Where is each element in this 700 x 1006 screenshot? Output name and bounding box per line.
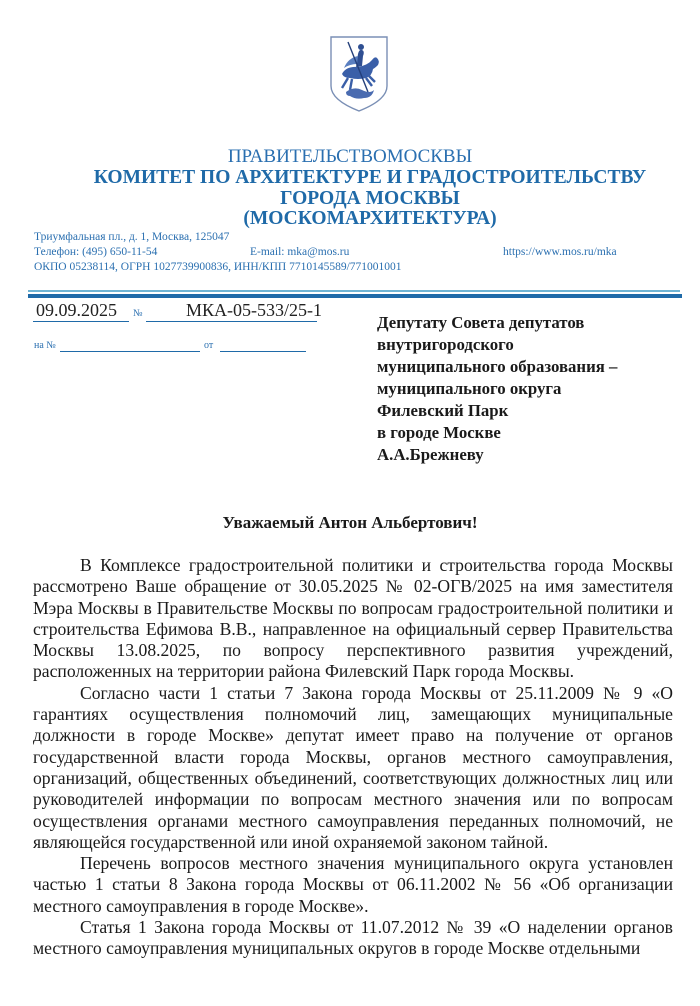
body-paragraph: Перечень вопросов местного значения муниципального округа установлен частью 1 статьи 8 Закона города Москвы от 06.11.2002 № 56 «Об организации местного самоуправления в городе Москве». bbox=[33, 853, 673, 916]
addressee-line: Депутату Совета депутатов bbox=[377, 313, 585, 332]
from-date-label: от bbox=[204, 340, 214, 351]
salutation: Уважаемый Антон Альбертович! bbox=[222, 513, 478, 532]
committee-name: КОМИТЕТ ПО АРХИТЕКТУРЕ И ГРАДОСТРОИТЕЛЬСТВУ bbox=[93, 167, 647, 188]
addressee-block bbox=[377, 312, 617, 466]
addressee-line: в городе Москве bbox=[377, 423, 501, 442]
in-reply-to-field bbox=[60, 351, 200, 352]
body-paragraph: Статья 1 Закона города Москвы от 11.07.2012 № 39 «О наделении органов местного самоуправления муниципальных округов в городе Москве отдельными bbox=[33, 917, 673, 959]
government-name: ПРАВИТЕЛЬСТВОМОСКВЫ bbox=[227, 146, 473, 167]
header-divider-thin bbox=[28, 290, 680, 292]
body-paragraph: Согласно части 1 статьи 7 Закона города Москвы от 25.11.2009 № 9 «О гарантиях осуществления полномочий лиц, замещающих муниципальные должности в городе Москве» депутат имеет право на получение от органов государственной власти города Москвы, органов местного самоуправления, организаций, общественных объединений, соответствующих должностных лиц или руководителей информации по вопросам местного значения или по вопросам осуществления органами местного самоуправления переданных полномочий, не являющейся государственной или иной охраняемой законом тайной. bbox=[33, 682, 673, 852]
email-link[interactable]: E-mail: mka@mos.ru bbox=[250, 246, 350, 258]
website-link[interactable]: https://www.mos.ru/mka bbox=[503, 246, 617, 258]
committee-short-name: (МОСКОМАРХИТЕКТУРА) bbox=[243, 208, 497, 229]
addressee-line: муниципального образования – bbox=[377, 357, 618, 376]
number-underline bbox=[146, 321, 317, 322]
phone: Телефон: (495) 650-11-54 bbox=[34, 246, 158, 258]
from-date-field bbox=[220, 351, 306, 352]
letter-date: 09.09.2025 bbox=[36, 300, 117, 320]
date-underline bbox=[33, 321, 129, 322]
committee-city: ГОРОДА МОСКВЫ bbox=[280, 188, 460, 209]
header-divider-thick bbox=[28, 294, 682, 298]
addressee-line: Филевский Парк bbox=[377, 401, 509, 420]
addressee-line: муниципального округа bbox=[377, 379, 562, 398]
number-label: № bbox=[133, 308, 143, 319]
letter-body bbox=[33, 555, 673, 960]
moscow-coat-of-arms-icon bbox=[328, 34, 390, 114]
addressee-line: внутригородского bbox=[377, 335, 514, 354]
addressee-line: А.А.Брежневу bbox=[377, 445, 484, 464]
registry-codes: ОКПО 05238114, ОГРН 1027739900836, ИНН/КПП 7710145589/771001001 bbox=[34, 261, 402, 273]
address: Триумфальная пл., д. 1, Москва, 125047 bbox=[34, 231, 230, 243]
in-reply-to-label: на № bbox=[34, 340, 56, 351]
letter-number: МКА-05-533/25-1 bbox=[186, 300, 322, 320]
body-paragraph: В Комплексе градостроительной политики и строительства города Москвы рассмотрено Ваше обращение от 30.05.2025 № 02-ОГВ/2025 на имя заместителя Мэра Москвы в Правительстве Москвы по вопросам градостроительной политики и строительства Ефимова В.В., направленное на официальный сервер Правительства Москвы 13.08.2025, по вопросу перспективного развития учреждений, расположенных на территории района Филевский Парк города Москвы. bbox=[33, 555, 673, 682]
